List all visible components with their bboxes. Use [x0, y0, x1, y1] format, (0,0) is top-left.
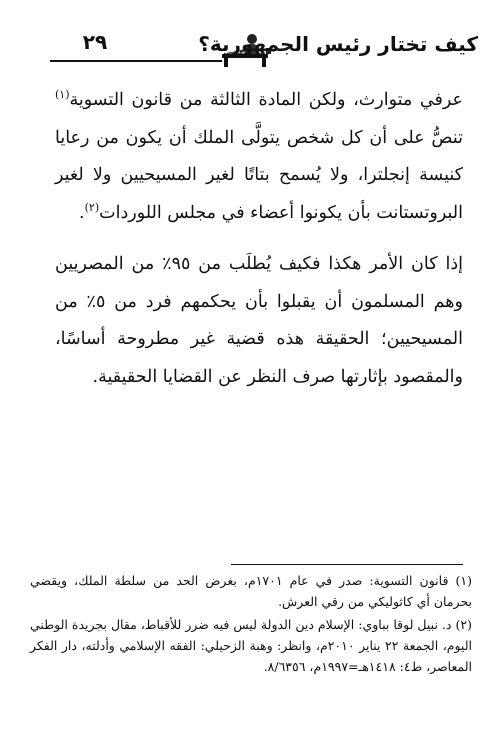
- footnote: (٢) د. نبيل لوقا بباوي: الإسلام دين الدولة ليس فيه ضرر للأقباط، مقال بجريدة الوطني اليوم، الجمعة ٢٢ يناير ٢٠١٠م، وانظر: وهبة الزحيلي: الفقه الإسلامي وأدلته، دار الفكر المعاصر، ط٤: ١٤١٨هـ=١٩٩٧م، ٨/٦٣٥٦.: [30, 617, 472, 674]
- footnote: (١) قانون التسوية: صدر في عام ١٧٠١م، بغرض الحد من سلطة الملك، ويقضي بحرمان أي كاثوليكي من رقي العرش.: [30, 573, 472, 609]
- footnotes: [30, 570, 472, 679]
- page-number: ٢٩: [82, 30, 108, 54]
- running-header: [50, 30, 478, 70]
- footnote-reference: (١): [55, 88, 70, 102]
- book-title: كيف تختار رئيس الجمهورية؟: [198, 32, 478, 56]
- header-rule: [50, 60, 220, 62]
- main-text: [55, 82, 463, 396]
- paragraph: إذا كان الأمر هكذا فكيف يُطلَب من ٩٥٪ من المصريين وهم المسلمون أن يقبلوا بأن يحكمهم فرد من ٥٪ من المسيحيين؛ الحقيقة هذه قضية غير مطروحة أساسًا، والمقصود بإثارتها صرف النظر عن القضايا الحقيقية.: [55, 254, 463, 387]
- footnote-reference: (٢): [84, 200, 100, 214]
- paragraph-text: .: [79, 202, 85, 223]
- paragraph-text: عرفي متوارث، ولكن المادة الثالثة من قانون التسوية: [69, 90, 463, 110]
- paragraph: [55, 82, 463, 232]
- footnote-separator: [231, 564, 463, 565]
- paragraph-text: تنصُّ على أن كل شخص يتولَّى الملك أن يكون من رعايا كنيسة إنجلترا، ولا يُسمح بتاتًا لغير المسيحيين ولا لغير البروتستانت بأن يكونوا أعضاء في مجلس اللوردات: [55, 127, 463, 223]
